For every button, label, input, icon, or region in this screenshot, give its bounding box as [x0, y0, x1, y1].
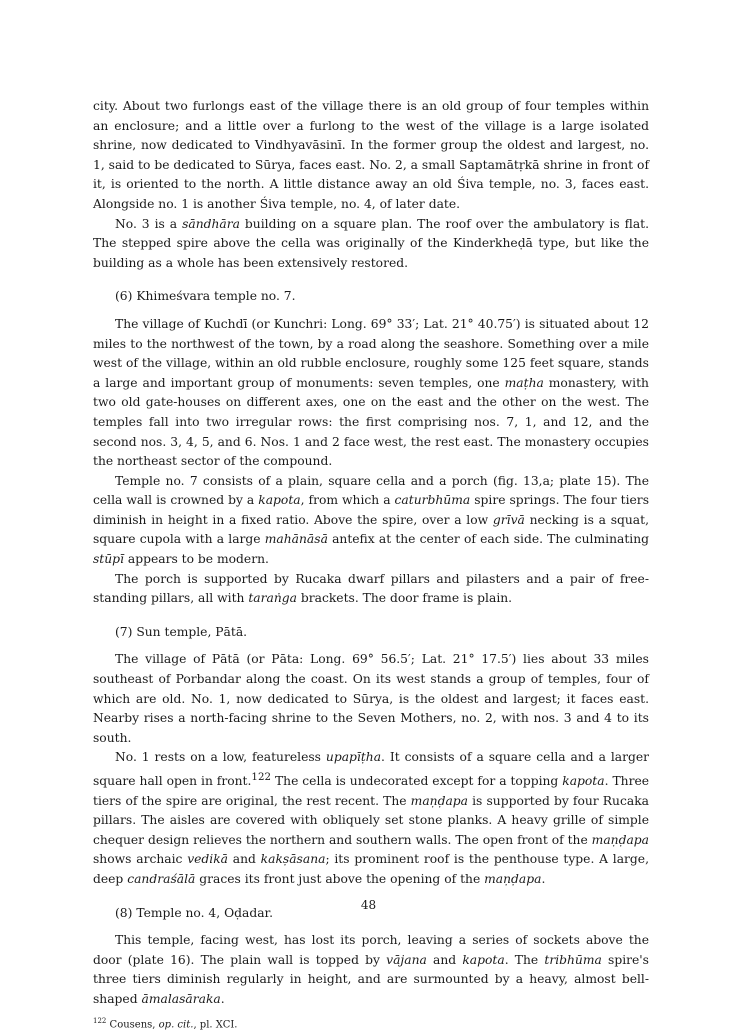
text-column [93, 97, 649, 1010]
paragraph [93, 650, 649, 748]
italic-term: kapota [258, 493, 301, 508]
text-run: spire's three tiers diminish regularly in height, and are surmounted by a heavy, almost bell-shaped [93, 952, 649, 1007]
italic-term: maṇḍapa [591, 832, 649, 847]
text-run: , pl. XCI. [193, 1018, 238, 1030]
paragraph [93, 315, 649, 472]
text-run: The village of Pātā (or Pāta: Long. 69° 56.5′; Lat. 21° 17.5′) lies about 33 miles southeast of Porbandar along the coast. On its west stands a group of temples, four of which are old. No. 1, now dedicated to Sūrya, is the oldest and largest; it faces east. Nearby rises a north-facing shrine to the Seven Mothers, no. 2, with nos. 3 and 4 to its south. [93, 652, 649, 745]
section-heading [93, 623, 649, 643]
italic-term: vedikā [187, 852, 228, 867]
italic-term: maṭha [504, 375, 544, 390]
text-run: necking is a squat, square cupola with a large [93, 512, 649, 547]
text-run: city. About two furlongs east of the village there is an old group of four temples within an enclosure; and a little over a furlong to the west of the village is a large isolated shrine, now dedicated to Vindhyavāsinī. In the former group the oldest and largest, no. 1, said to be dedicated to Sūrya, faces east. No. 2, a small Saptamātṛkā shrine in front of it, is oriented to the north. A little distance away an old Śiva temple, no. 3, faces east. Alongside no. 1 is another Śiva temple, no. 4, of later date. [93, 99, 649, 211]
italic-term: kapota [462, 952, 505, 967]
italic-term: stūpī [93, 552, 124, 567]
italic-term: sāndhāra [182, 216, 240, 231]
paragraph [93, 931, 649, 1009]
paragraph [93, 215, 649, 274]
text-run: monastery, with two old gate-houses on different axes, one on the east and the other on the west. The temples fall into two irregular rows: the first comprising nos. 7, 1, and 12, and the second nos. 3, 4, 5, and 6. Nos. 1 and 2 face west, the rest east. The monastery occupies the northeast sector of the compound. [93, 375, 649, 469]
text-run: Temple no. 7 consists of a plain, square cella and a porch (fig. 13,a; plate 15). The cella wall is crowned by a [93, 473, 649, 508]
italic-term: kapota [562, 774, 605, 789]
italic-term: candraśālā [127, 872, 196, 887]
italic-term: maṇḍapa [484, 872, 542, 887]
text-run: is supported by four Rucaka pillars. The aisles are covered with obliquely set stone planks. A heavy grille of simple chequer design relieves the northern and southern walls. The open front of the [93, 793, 649, 847]
text-run: antefix at the center of each side. The culminating [327, 532, 650, 547]
italic-term: op. cit. [158, 1018, 194, 1030]
text-run: . It consists of a square cella and a larger square hall open in front. [93, 750, 650, 789]
italic-term: mahānāsā [264, 532, 328, 547]
text-run: (8) Temple no. 4, Oḍadar. [115, 905, 273, 920]
page-body [93, 97, 649, 1032]
italic-term: kakṣāsana [260, 852, 326, 867]
footnote-122 [93, 1014, 649, 1032]
text-run: No. 3 is a [115, 216, 183, 231]
text-run: The cella is undecorated except for a topping [271, 774, 563, 789]
text-run: . [220, 992, 225, 1007]
paragraph [93, 97, 649, 215]
text-run: . [541, 872, 546, 887]
text-run: (7) Sun temple, Pātā. [115, 624, 248, 639]
italic-term: caturbhūma [394, 493, 471, 508]
text-run: This temple, facing west, has lost its porch, leaving a series of sockets above the door (plate 16). The plain wall is topped by [93, 933, 649, 967]
text-run: appears to be modern. [123, 552, 269, 567]
paragraph [93, 570, 649, 609]
italic-term: upapīṭha [325, 750, 382, 765]
text-run: . Three tiers of the spire are original, the rest recent. The [93, 774, 650, 808]
paragraph [93, 472, 649, 570]
text-run: , from which a [300, 493, 395, 508]
italic-term: vājana [386, 952, 427, 967]
text-run: and [228, 852, 261, 867]
text-run: Cousens, [106, 1018, 159, 1030]
section-heading [93, 287, 649, 307]
text-run: The porch is supported by Rucaka dwarf pillars and pilasters and a pair of free-standing pillars, all with [93, 571, 649, 606]
footnote-marker: 122 [251, 771, 271, 783]
italic-term: tribhūma [544, 952, 602, 967]
page-number: 48 [360, 898, 377, 912]
text-run: brackets. The door frame is plain. [296, 591, 513, 606]
text-run: building on a square plan. The roof over the ambulatory is flat. The stepped spire above the cella was originally of the Kinderkheḍā type, but like the building as a whole has been extensively restored. [93, 216, 650, 270]
italic-term: āmalasāraka [141, 992, 221, 1007]
paragraph [93, 748, 649, 889]
text-run: (6) Khimeśvara temple no. 7. [115, 289, 296, 304]
italic-term: grīvā [492, 512, 525, 527]
text-run: No. 1 rests on a low, featureless [115, 750, 326, 765]
italic-term: taraṅga [248, 591, 297, 606]
text-run: The village of Kuchdī (or Kunchri: Long. 69° 33′; Lat. 21° 40.75′) is situated about 12 miles to the northwest of the town, by a road along the seashore. Something over a mile west of the village, within an old rubble enclosure, roughly some 125 feet square, stands a large and important group of monuments: seven temples, one [93, 316, 649, 390]
text-run: ; its prominent roof is the penthouse type. A large, deep [93, 852, 649, 887]
text-run: and [426, 952, 463, 967]
text-run: spire springs. The four tiers diminish in height in a fixed ratio. Above the spire, over a low [93, 493, 649, 527]
text-run: shows archaic [93, 852, 188, 867]
footnote-marker: 122 [93, 1016, 107, 1025]
italic-term: maṇḍapa [410, 793, 468, 808]
text-run: . The [504, 952, 545, 967]
text-run: graces its front just above the opening of the [195, 872, 485, 887]
